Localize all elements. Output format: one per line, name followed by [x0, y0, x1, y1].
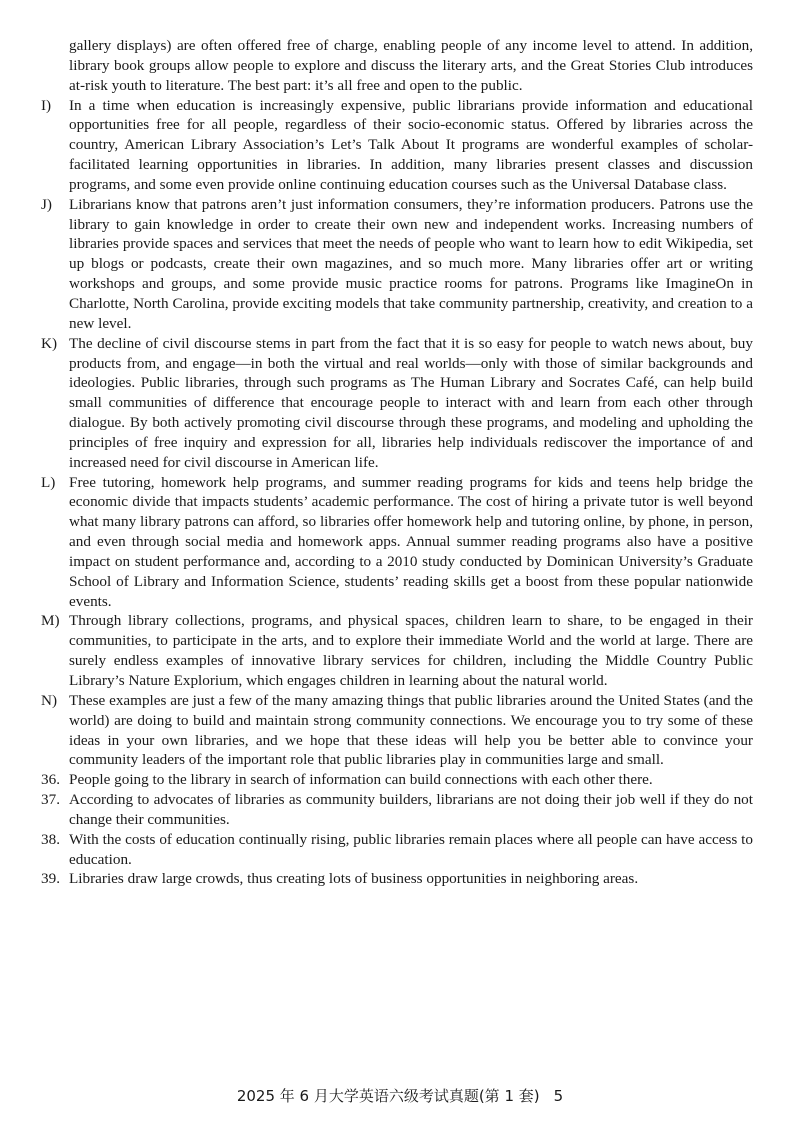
paragraph-text: In a time when education is increasingly expensive, public librarians provide information and educational opportunities free for all people, regardless of their socio-economic status. Offered by libraries across the country, American Library Association’s Let’s Talk About It programs are wonderful examples of scholar-facilitated learning opportunities in libraries. In addition, many libraries present classes and discussion programs, and some even provide online continuing education courses such as the Universal Database class. [69, 96, 753, 193]
question-text: According to advocates of libraries as community builders, librarians are not doing their job well if they do not change their communities. [69, 791, 753, 828]
paragraph-text: Free tutoring, homework help programs, and summer reading programs for kids and teens help bridge the economic divide that impacts students’ academic performance. The cost of hiring a private tutor is well beyond what many library patrons can afford, so libraries offer homework help and tutoring online, by phone, in person, and even through social media and homework apps. Annual summer reading programs also have a positive impact on student performance and, according to a 2010 study conducted by Dominican University’s Graduate School of Library and Information Science, students’ reading skills get a boost from these popular nationwide events. [69, 473, 753, 610]
question-text: Libraries draw large crowds, thus creating lots of business opportunities in neighboring areas. [69, 870, 639, 888]
paragraph-label: I) [41, 96, 52, 114]
question-number: 38. [41, 830, 60, 848]
paragraph-text: Librarians know that patrons aren’t just information consumers, they’re information producers. Patrons use the library to gain knowledge in order to create their own new and independent works. Increasing numbers of libraries provide spaces and services that meet the needs of people who want to learn how to edit Wikipedia, set up blogs or podcasts, create their own magazines, and so much more. Many libraries offer art or writing workshops and groups, and some provide music practice rooms for patrons. Programs like ImagineOn in Charlotte, North Carolina, provide exciting models that take community partnership, creativity, and creation to a new level. [69, 195, 753, 332]
question-39 [41, 869, 753, 889]
footer-title: 2025 年 6 月大学英语六级考试真题(第 1 套) [236, 1087, 540, 1105]
question-number: 39. [41, 870, 60, 888]
continued-paragraph: gallery displays) are often offered free of charge, enabling people of any income level to attend. In addition, library book groups allow people to explore and discuss the literary arts, and the Great Stories Club introduces at-risk youth to literature. The best part: it’s all free and open to the public. [69, 37, 753, 94]
paragraph-i [41, 96, 753, 195]
paragraph-text: These examples are just a few of the many amazing things that public libraries around the United States (and the world) are doing to build and maintain strong community connections. We encourage you to try some of these ideas in your own libraries, and we hope that these ideas will help you be better able to convince your community leaders of the important role that public libraries play in communities large and small. [69, 691, 753, 769]
paragraph-n [41, 691, 753, 770]
paragraph-label: M) [41, 612, 60, 630]
paragraph-label: N) [41, 691, 58, 709]
question-number: 36. [41, 771, 60, 789]
question-36 [41, 770, 753, 790]
passage-body [41, 36, 753, 889]
page-number: 5 [553, 1087, 564, 1105]
question-37 [41, 790, 753, 830]
paragraph-k [41, 334, 753, 473]
question-text: With the costs of education continually rising, public libraries remain places where all people can have access to education. [69, 830, 753, 868]
paragraph-m [41, 611, 753, 690]
question-text: People going to the library in search of information can build connections with each other there. [69, 771, 653, 789]
paragraph-text: Through library collections, programs, and physical spaces, children learn to share, to be engaged in their communities, to participate in the arts, and to explore their immediate World and the world at large. There are surely endless examples of innovative library services for children, including the Middle Country Public Library’s Nature Explorium, which engages children in learning about the natural world. [69, 612, 753, 689]
paragraph-text: The decline of civil discourse stems in part from the fact that it is so easy for people to watch news about, buy products from, and engage—in both the virtual and real worlds—only with those of similar backgrounds and ideologies. Public libraries, through such programs as The Human Library and Socrates Café, can help build small communities of difference that encourage people to interact with and learn from each other through dialogue. By both actively promoting civil discourse through these programs, and modeling and upholding the principles of free inquiry and expression for all, libraries help individuals rediscover the importance of and increased need for civil discourse in American life. [69, 334, 753, 471]
question-number: 37. [41, 791, 60, 809]
paragraph-label: K) [41, 334, 58, 352]
paragraph-l [41, 473, 753, 612]
question-38 [41, 830, 753, 870]
paragraph-label: L) [41, 473, 56, 491]
paragraph-j [41, 195, 753, 334]
page-footer [0, 1085, 800, 1106]
paragraph-label: J) [41, 195, 52, 213]
